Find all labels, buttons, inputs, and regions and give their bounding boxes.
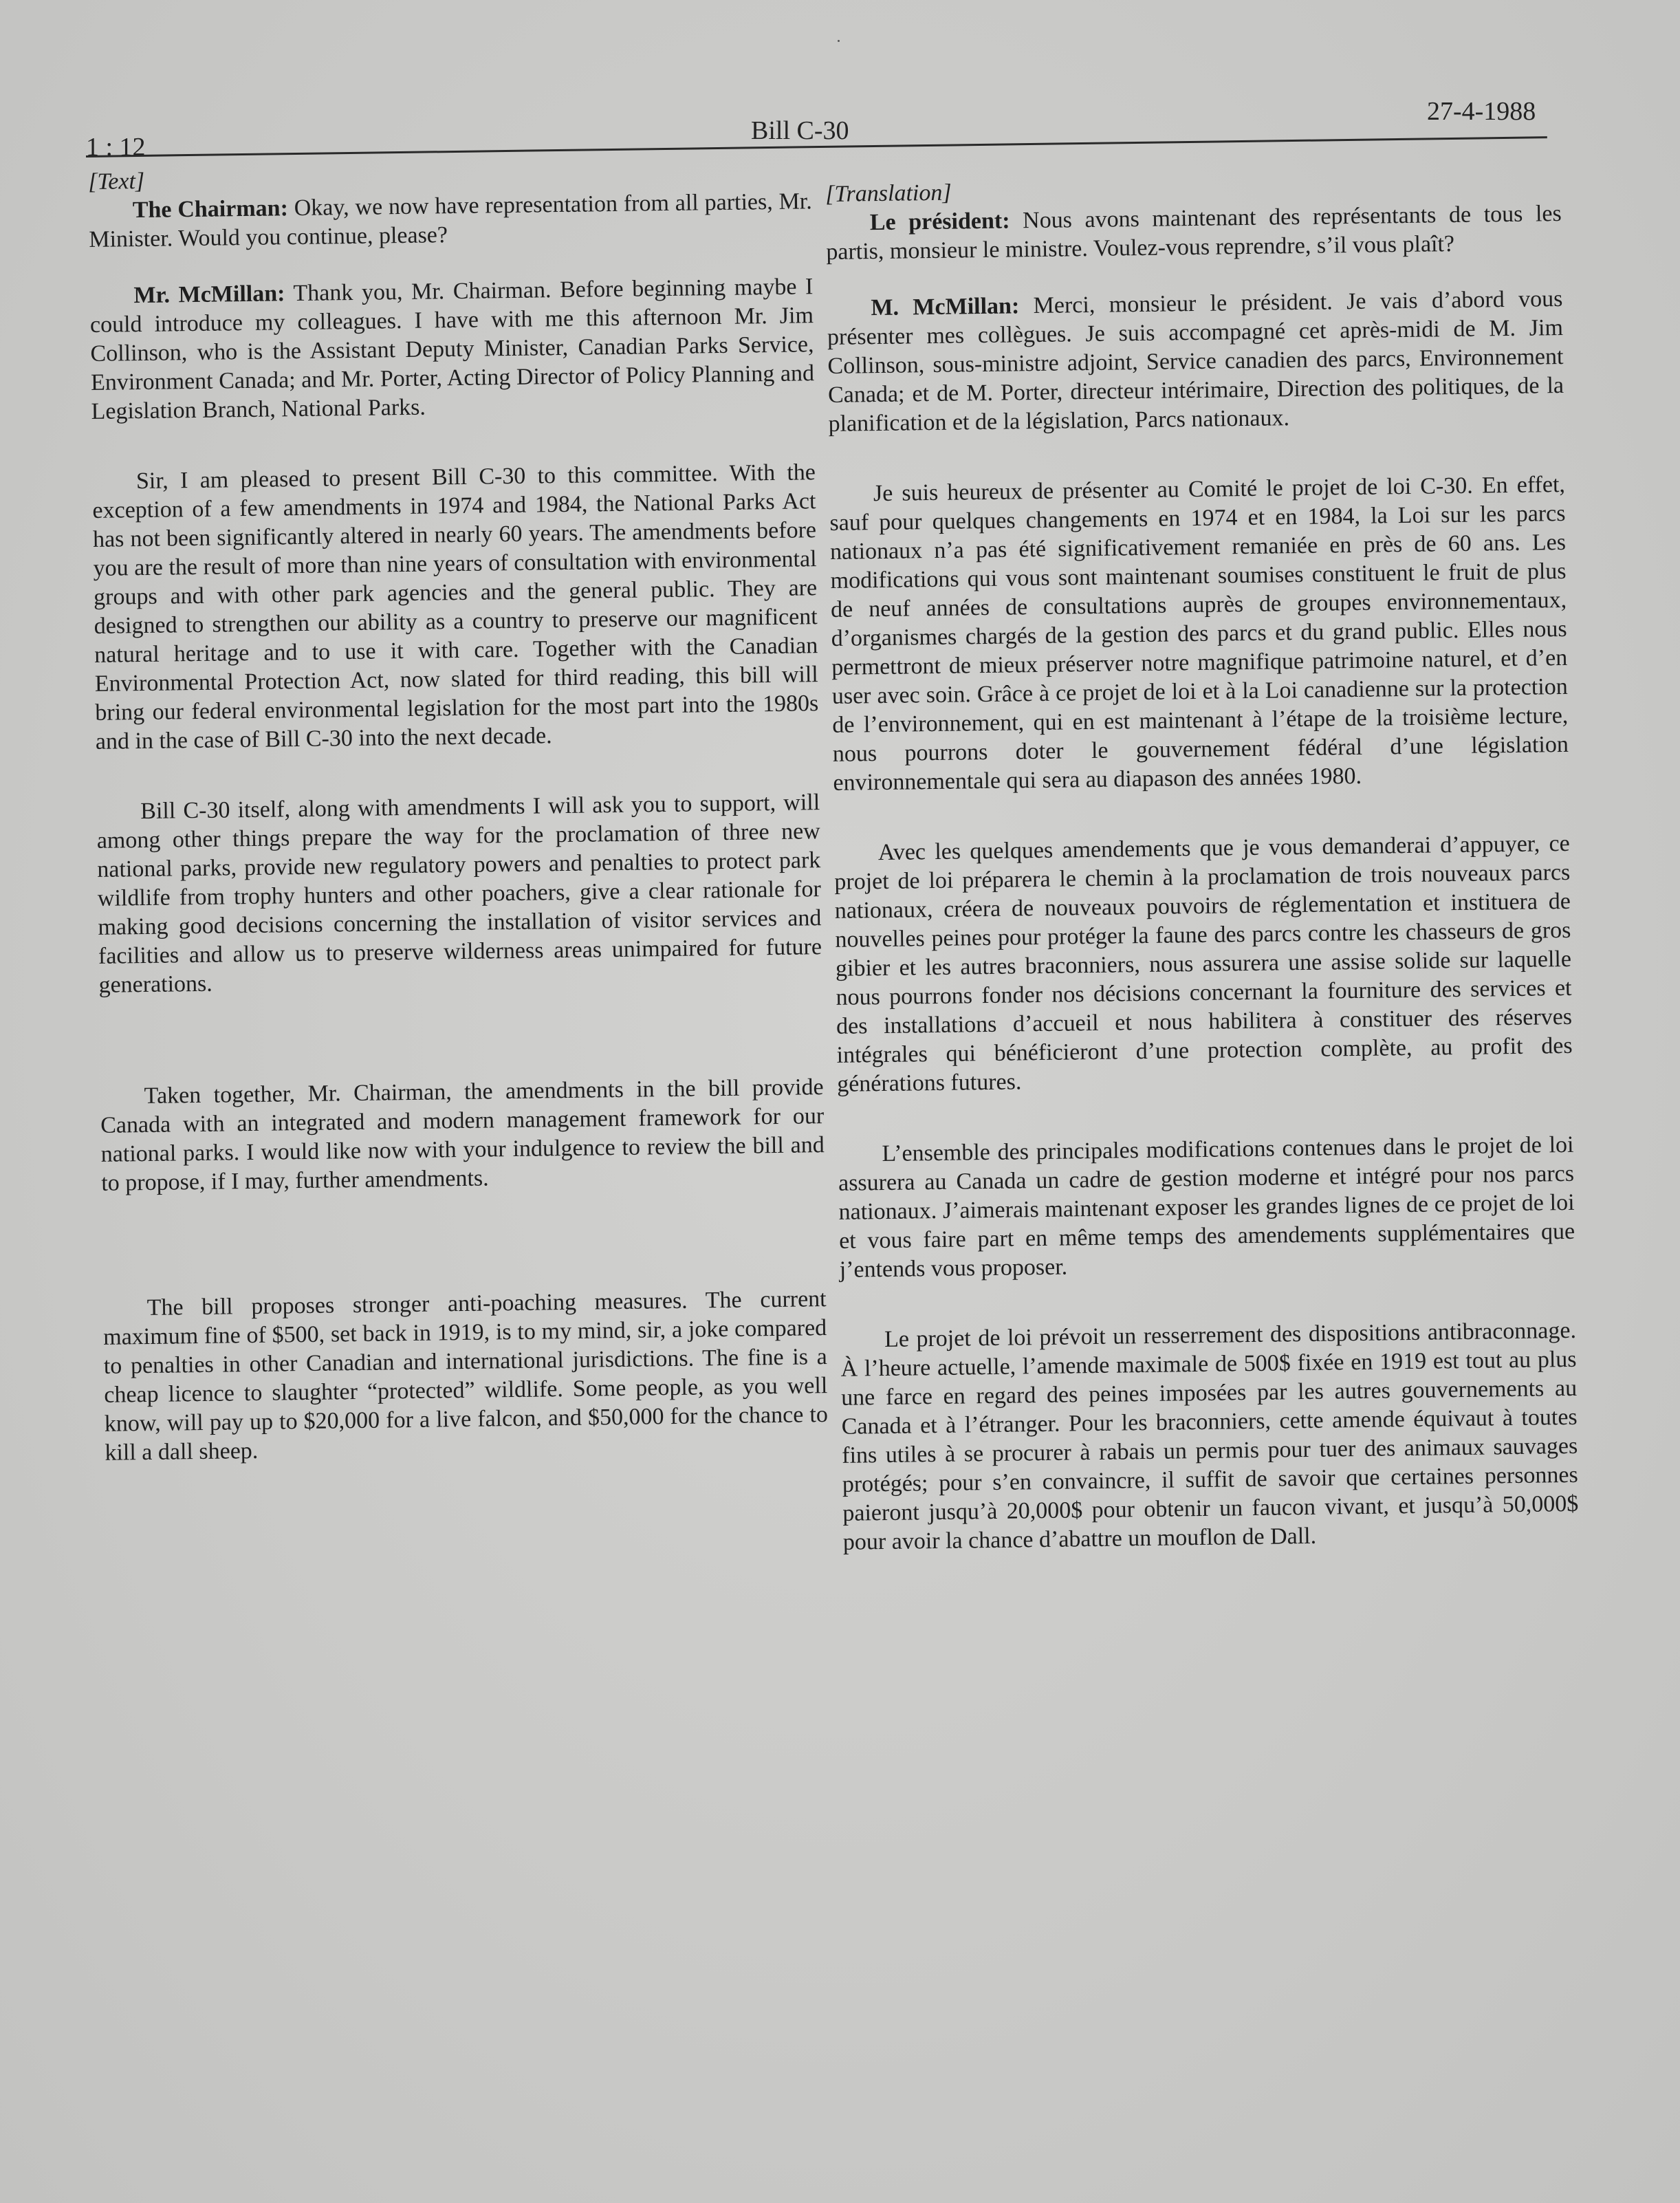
paragraph-text: Merci, monsieur le président. Je vais d’abord vous présenter mes collègues. Je suis accompagné cet après-midi de M. Jim Collinson, sous-ministre adjoint, Service canadien des parcs, Environnement Canada; et de M. Porter, directeur intérimaire, Direction des politiques, de la planification et de la législation, Parcs nationaux. <box>827 285 1564 437</box>
paragraph-mcmillan <box>89 272 815 426</box>
speaker-name: The Chairman: <box>132 195 289 224</box>
paragraph-text: Thank you, Mr. Chairman. Before beginning maybe I could introduce my colleagues. I have with me this afternoon Mr. Jim Collinson, who is the Assistant Deputy Minister, Canadian Parks Service, Environment Canada; and Mr. Porter, Acting Director of Policy Planning and Legislation Branch, National Parks. <box>89 274 815 424</box>
language-label: [Text] <box>88 168 145 195</box>
language-label: [Translation] <box>825 180 952 207</box>
paragraph-framework: Taken together, Mr. Chairman, the amendments in the bill provide Canada with an integrated and modern management framework for our national parks. I would like now with your indulgence to review the bill and to propose, if I may, further amendments. <box>100 1074 825 1196</box>
scan-speck <box>838 40 840 42</box>
speaker-name: Le président: <box>869 208 1010 236</box>
paragraph-chairman <box>89 187 813 254</box>
paragraph-text: Nous avons maintenant des représentants de tous les partis, monsieur le ministre. Voulez-vous reprendre, s’il vous plaît? <box>826 200 1562 265</box>
english-column <box>88 158 829 1468</box>
running-title: Bill C-30 <box>751 116 849 145</box>
paragraph-mcmillan <box>827 285 1564 439</box>
paragraph-presentation: Sir, I am pleased to present Bill C-30 to this committee. With the exception of a few amendments in 1974 and 1984, the National Parks Act has not been significantly altered in nearly 60 years. The amendments before you are the result of more than nine years of consultation with environmental groups and with other park agencies and the general public. They are designed to strengthen our ability as a country to preserve our magnificent natural heritage and to use it with care. Together with the Canadian Environmental Protection Act, now slated for third reading, this bill will bring our federal environmental legislation for the most part into the 1980s and in the case of Bill C-30 into the next decade. <box>92 459 819 755</box>
french-column <box>825 171 1579 1557</box>
speaker-name: Mr. McMillan: <box>133 281 285 309</box>
paragraph-framework: L’ensemble des principales modifications contenues dans le projet de loi assurera au Canada un cadre de gestion moderne et intégré pour nos parcs nationaux. J’aimerais maintenant exposer les grandes lignes de ce projet de loi et vous faire part en même temps des amendements supplémentaires que j’entends vous proposer. <box>838 1131 1575 1283</box>
paragraph-presentation: Je suis heureux de présenter au Comité le projet de loi C-30. En effet, sauf pour quelques changements en 1974 et en 1984, la Loi sur les parcs nationaux n’a pas été significativement remaniée en près de 60 ans. Les modifications qui vous sont maintenant soumises constituent le fruit de plus de neuf années de consultations auprès de groupes environnementaux, d’organismes chargés de la gestion des parcs et du grand public. Elles nous permettront de mieux préserver notre magnifique patrimoine naturel, et d’en user avec soin. Grâce à ce projet de loi et à la Loi canadienne sur la protection de l’environnement, qui en est maintenant à l’étape de la troisième lecture, nous pourrons doter le gouvernement fédéral d’une législation environnementale qui sera au diapason des années 1980. <box>829 471 1569 796</box>
paragraph-president <box>826 199 1562 267</box>
paragraph-anti-poaching: The bill proposes stronger anti-poaching measures. The current maximum fine of $500, set back in 1919, is to my mind, sir, a joke compared to penalties in other Canadian and international jurisdictions. The fine is a cheap licence to slaughter “protected” wildlife. Some people, as you well know, will pay up to $20,000 for a live falcon, and $50,000 for the chance to kill a dall sheep. <box>103 1286 829 1466</box>
paragraph-anti-poaching: Le projet de loi prévoit un resserrement des dispositions antibraconnage. À l’heure actuelle, l’amende maximale de 500$ fixée en 1919 est tout au plus une farce en regard des peines imposées par les autres gouvernements au Canada et à l’étranger. Pour les braconniers, cette amende équivaut à toutes fins utiles à se procurer à rabais un permis pour tuer des animaux sauvages protégés; pour s’en convaincre, il suffit de savoir que certaines personnes paieront jusqu’à 20,000$ pour obtenir un faucon vivant, et jusqu’à 50,000$ pour avoir la chance d’abattre un mouflon de Dall. <box>840 1317 1579 1555</box>
paragraph-bill-c30: Bill C-30 itself, along with amendments I will ask you to support, will among other things prepare the way for the proclamation of three new national parks, provide new regulatory powers and penalties to protect park wildlife from trophy hunters and other poachers, give a clear rationale for making good decisions concerning the installation of visitor services and facilities and allow us to preserve wilderness areas unimpaired for future generations. <box>96 790 822 998</box>
paragraph-text: Okay, we now have representation from all parties, Mr. Minister. Would you continue, please? <box>89 188 812 252</box>
page-number: 1 : 12 <box>86 133 146 162</box>
header-date: 27-4-1988 <box>1427 97 1536 126</box>
paragraph-bill-c30: Avec les quelques amendements que je vous demanderai d’appuyer, ce projet de loi préparera le chemin à la proclamation de trois nouveaux parcs nationaux, créera de nouveaux pouvoirs de réglementation et instituera de nouvelles peines pour protéger la faune des parcs contre les chasseurs de gros gibier et les autres braconniers, nous assurera une assise solide sur laquelle nous pourrons fonder nos décisions concernant la fourniture des services et des installations d’accueil et nous habilitera à constituer des réserves intégrales qui bénéficieront d’une protection complète, au profit des générations futures. <box>834 830 1573 1097</box>
speaker-name: M. McMillan: <box>871 293 1020 321</box>
